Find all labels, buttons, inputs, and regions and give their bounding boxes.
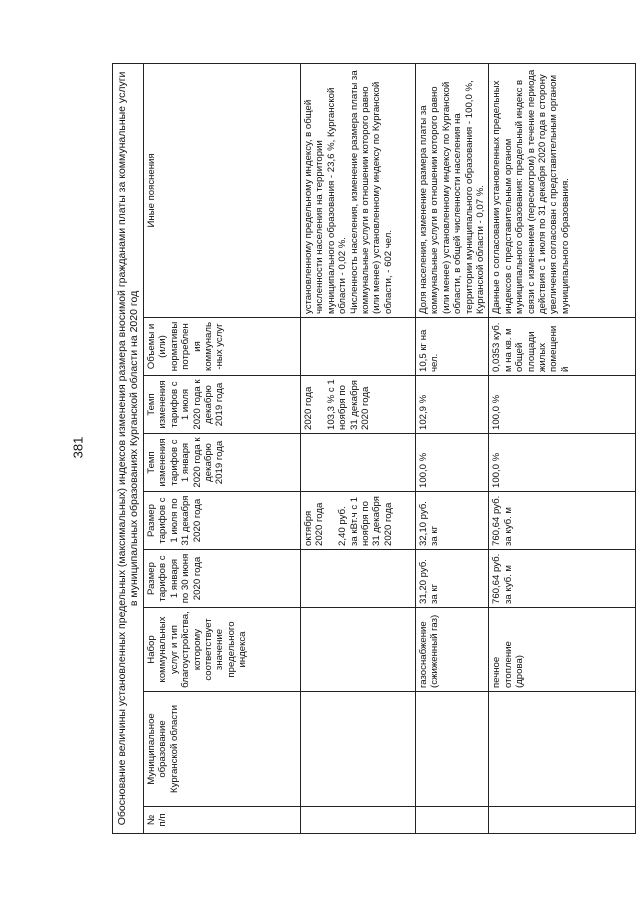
cell-rate-jul: 100,0 % — [489, 376, 636, 434]
cell-volume: 10,5 кг на чел. — [416, 318, 489, 376]
cell-tariff-h1: 760,64 руб. за куб. м — [489, 550, 636, 608]
header-notes: Иные пояснения — [144, 63, 301, 317]
header-tariff-h1: Размер тарифов с 1 января по 30 июня 2020 года — [144, 550, 301, 608]
cell-notes: Доля населения, изменение размера платы за коммунальные услуги в отношении которого равно (или менее) установленному индексу по Курганской области, в общей численности населения на территории муниципального образования - 100,0 %, Курганской области - 0,07 %. — [416, 63, 489, 317]
cell-service: газоснабжение (сжиженный газ) — [416, 608, 489, 692]
cell-municipality — [301, 692, 416, 807]
header-num: № п/п — [144, 807, 301, 834]
header-volume: Объемы и (или) нормативы потребления коммуналь-ных услуг — [144, 318, 301, 376]
page-number: 381 — [70, 436, 86, 459]
cell-num — [301, 807, 416, 834]
cell-tariff-h2: 760,64 руб. за куб. м — [489, 492, 636, 550]
cell-service: печное отопление (дрова) — [489, 608, 636, 692]
table-row — [489, 63, 636, 833]
cell-notes: Данные о согласовании установленных предельных индексов с представительным органом муниципального образования: предельный индекс в связи с изменением (пересмотром) в течение периода действия с 1 июля по 31 декабря 2020 года в сторону увеличения согласован с представительным органом муниципального образования. — [489, 63, 636, 317]
cell-notes: установленному предельному индексу, в общей численности населения на территории муниципального образования - 23,6 %, Курганской области - 0,02 %. Численность населения, изменение размера платы за коммунальные услуги в отношении которого равно (или менее) установленному индексу по Курганской области, - 602 чел. — [301, 63, 416, 317]
table-row — [416, 63, 489, 833]
cell-rate-jul: 102,9 % — [416, 376, 489, 434]
cell-rate-jan: 100,0 % — [416, 434, 489, 492]
cell-rate-jul: 2020 года 103,3 % с 1 ноября по 31 декабря 2020 года — [301, 376, 416, 434]
header-rate-jul: Темп изменения тарифов с 1 июля 2020 года к декабрю 2019 года — [144, 376, 301, 434]
cell-municipality — [416, 692, 489, 807]
header-municipality: Муниципальное образование Курганской области — [144, 692, 301, 807]
cell-num — [489, 807, 636, 834]
cell-tariff-h2: 32,10 руб. за кг — [416, 492, 489, 550]
table-row — [301, 63, 416, 833]
header-rate-jan: Темп изменения тарифов с 1 января 2020 года к декабрю 2019 года — [144, 434, 301, 492]
cell-tariff-h1: 31,20 руб. за кг — [416, 550, 489, 608]
cell-volume — [301, 318, 416, 376]
cell-volume: 0,0353 куб. м на кв. м общей площади жилых помещений — [489, 318, 636, 376]
cell-rate-jan — [301, 434, 416, 492]
tariff-index-table — [112, 63, 636, 834]
cell-num — [416, 807, 489, 834]
cell-service — [301, 608, 416, 692]
cell-municipality — [489, 692, 636, 807]
cell-rate-jan: 100,0 % — [489, 434, 636, 492]
table-title: Обоснование величины установленных предельных (максимальных) индексов изменения размера вносимой гражданами платы за коммунальные услуги в муниципальных образованиях Курганской области на 2020 год — [113, 63, 144, 833]
cell-tariff-h2: октября 2020 года 2,40 руб. за кВт.ч с 1 ноября по 31 декабря 2020 года — [301, 492, 416, 550]
header-tariff-h2: Размер тарифов с 1 июля по 31 декабря 2020 года — [144, 492, 301, 550]
header-service: Набор коммунальных услуг и тип благоустройства, которому соответствует значение предельного индекса — [144, 608, 301, 692]
rotated-page-content — [112, 64, 612, 834]
cell-tariff-h1 — [301, 550, 416, 608]
table-header-row — [144, 63, 301, 833]
